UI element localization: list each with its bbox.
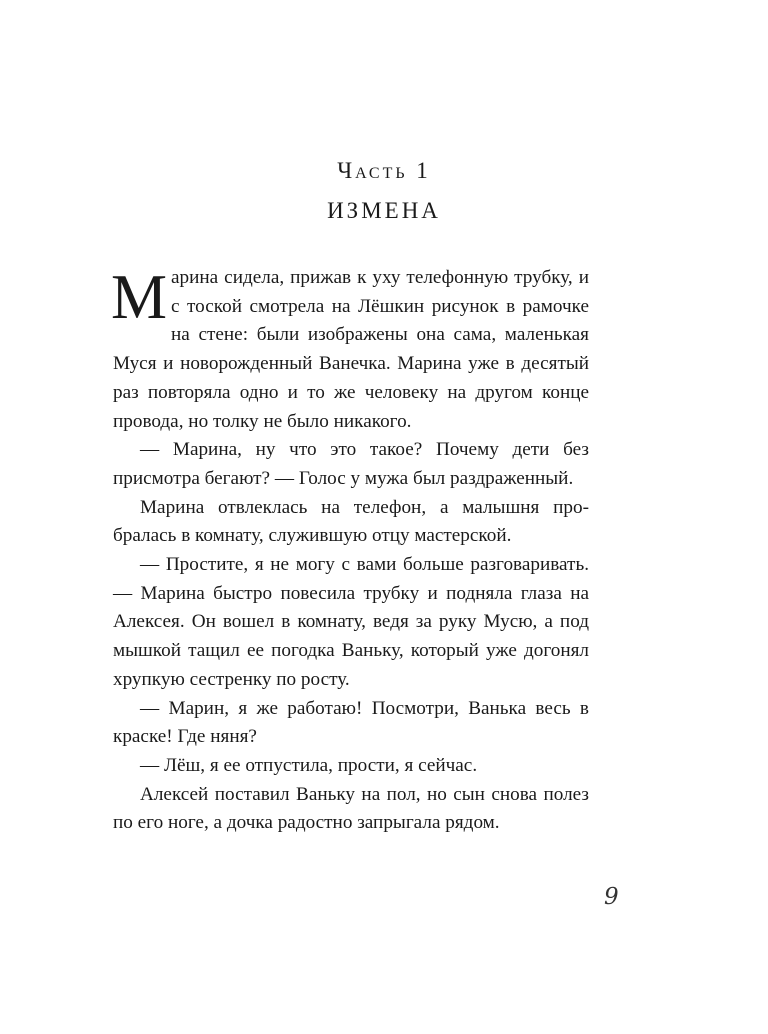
paragraph-6: — Лёш, я ее отпустила, прости, я сейчас.: [140, 754, 478, 776]
paragraph-2: — Марина, ну что это такое? Почему дети без присмотра бегают? — Голос у мужа был раздраженный.: [113, 439, 589, 489]
drop-cap: М: [111, 262, 168, 332]
paragraph-1: [113, 264, 589, 436]
paragraph-4: — Простите, я не могу с вами больше разговаривать. — Марина быстро повесила трубку и подняла глаза на Алексея. Он вошел в комнату, ведя за руку Мусю, а под мышкой тащил ее погодка Ваньку, который уже догонял хрупкую сестренку по росту.: [113, 554, 589, 690]
body-text: [113, 264, 589, 838]
part-label: Часть 1: [337, 158, 431, 183]
part-title: ИЗМЕНА: [327, 198, 441, 223]
page-number: 9: [604, 884, 619, 910]
paragraph-1-text: арина сидела, прижав к уху телефонную трубку, и с тоской смотрела на Лёшкин рисунок в рамочке на стене: были изображены она сама, маленькая Муся и новорожденный Ванечка. Марина уже в десятый раз повторяла одно и то же человеку на другом конце провода, но толку не было никакого.: [113, 267, 589, 432]
paragraph-3: Марина отвлеклась на телефон, а малышня пробралась в комнату, служившую отцу мастерской.: [113, 496, 589, 547]
paragraph-5: — Марин, я же работаю! Посмотри, Ванька весь в краске! Где няня?: [113, 697, 589, 748]
paragraph-7: Алексей поставил Ваньку на пол, но сын снова полез по его ноге, а дочка радостно запрыгала рядом.: [113, 783, 589, 834]
